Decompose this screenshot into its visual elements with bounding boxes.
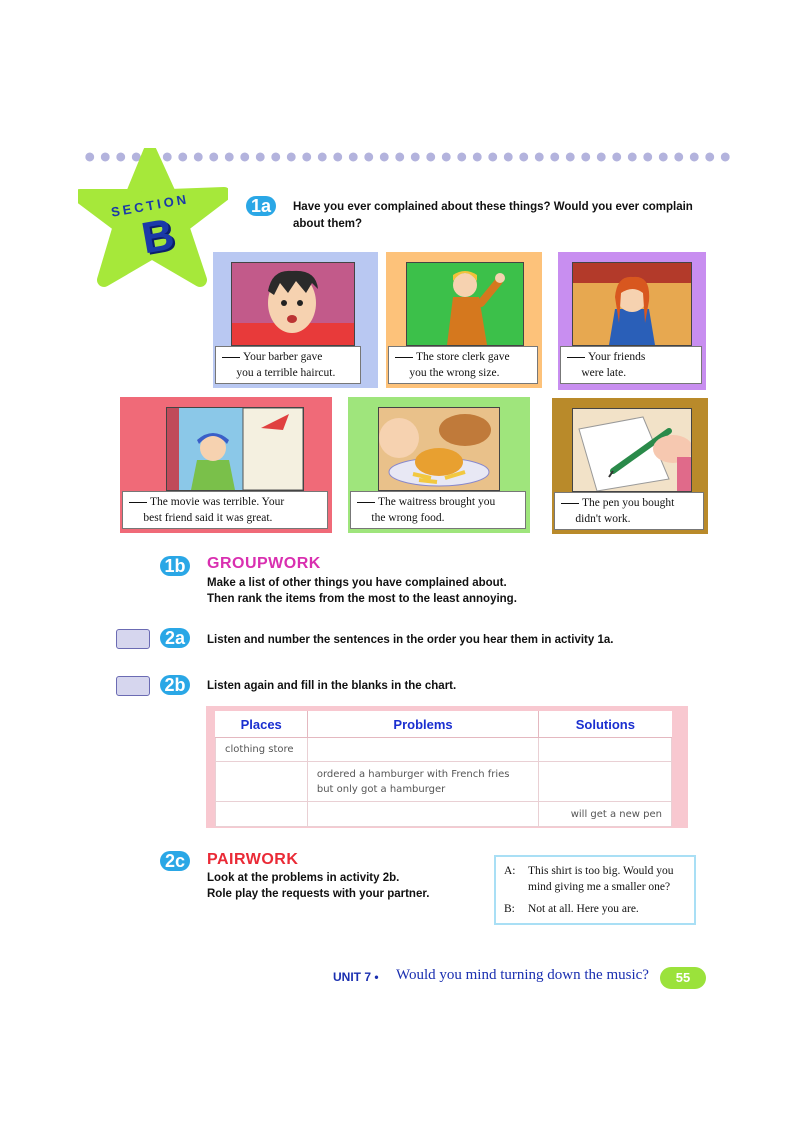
waitress-food-illustration [378,407,500,491]
picture-card-movie [120,397,332,533]
caption-barber: Your barber gave you a terrible haircut. [215,346,361,384]
activity-2b-badge: 2b [160,675,190,695]
picture-card-store-clerk [386,252,542,388]
store-clerk-illustration [406,262,524,346]
dialog-text: Not at all. Here you are. [528,903,639,915]
cassette-tape-icon [116,676,150,696]
table-cell-blank[interactable] [539,762,672,802]
table-row [216,762,672,802]
table-cell: will get a new pen [539,802,672,827]
dialog-box [494,855,696,925]
picture-card-barber [213,252,378,388]
pen-illustration [572,408,692,492]
barber-illustration [231,262,355,346]
activity-2c-line1: Look at the problems in activity 2b. [207,872,400,884]
table-cell: clothing store [216,738,308,762]
table-row [216,738,672,762]
caption-waitress: The waitress brought you the wrong food. [350,491,526,529]
caption-store-clerk: The store clerk gave you the wrong size. [388,346,538,384]
header-solutions: Solutions [539,711,672,738]
table-header-row [216,711,672,738]
picture-card-waitress [348,397,530,533]
footer-unit-title: Would you mind turning down the music? [396,967,649,983]
picture-card-pen [552,398,708,534]
dialog-text: This shirt is too big. Would you mind giving me a smaller one? [528,865,674,893]
places-problems-solutions-table [215,711,672,827]
section-letter: B [138,209,178,264]
groupwork-heading: GROUPWORK [207,555,321,572]
picture-card-friends [558,252,706,390]
speaker-label: A: [504,865,516,877]
section-word: SECTION [109,191,191,220]
table-cell-blank[interactable] [216,762,308,802]
caption-movie: The movie was terrible. Your best friend said it was great. [122,491,328,529]
header-problems: Problems [307,711,538,738]
activity-1b-line1: Make a list of other things you have complained about. [207,577,507,589]
header-places: Places [216,711,308,738]
table-cell-blank[interactable] [216,802,308,827]
pairwork-heading: PAIRWORK [207,851,299,868]
table-cell: ordered a hamburger with French fries but only got a hamburger [307,762,538,802]
table-cell-blank[interactable] [539,738,672,762]
activity-1b-badge: 1b [160,556,190,576]
movie-illustration [166,407,304,491]
activity-1a-instructions: Have you ever complained about these things? Would you ever complain about them? [293,201,693,230]
caption-friends: Your friends were late. [560,346,702,384]
activity-2a-badge: 2a [160,628,190,648]
table-cell-blank[interactable] [307,802,538,827]
activity-2a-text: Listen and number the sentences in the order you hear them in activity 1a. [207,634,614,646]
activity-1a-badge: 1a [246,196,276,216]
caption-pen: The pen you bought didn't work. [554,492,704,530]
activity-1b-line2: Then rank the items from the most to the least annoying. [207,593,517,605]
speaker-label: B: [504,903,515,915]
activity-2c-line2: Role play the requests with your partner. [207,888,430,900]
cassette-tape-icon [116,629,150,649]
page-number-badge: 55 [660,967,706,989]
footer-unit-label: UNIT 7 • [333,970,379,984]
table-cell-blank[interactable] [307,738,538,762]
activity-2b-text: Listen again and fill in the blanks in the chart. [207,680,457,692]
table-row [216,802,672,827]
activity-2c-badge: 2c [160,851,190,871]
friends-illustration [572,262,692,346]
